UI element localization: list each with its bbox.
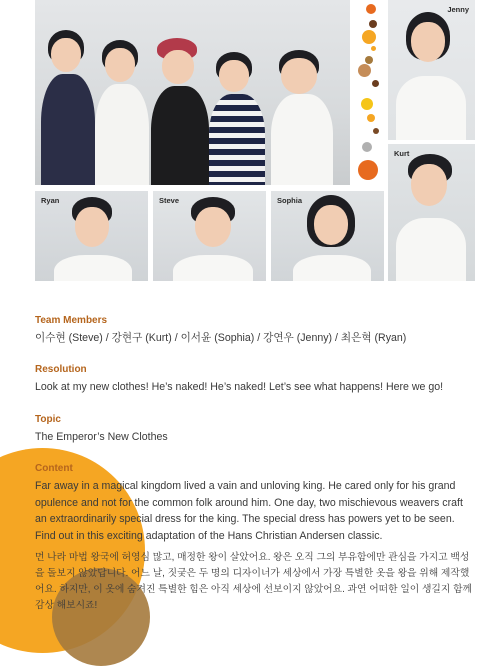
content-label: Content [35, 463, 73, 474]
content-korean: 먼 나라 마법 왕국에 허영심 많고, 매정한 왕이 살았어요. 왕은 오직 그의 부유함에만 관심을 가지고 백성을 돌보지 않았답니다. 어느 날, 짓궂은 두 명의 디자이너가 세상에서 가장 특별한 옷을 왕을 위해 제작했어요. 하지만, 이 옷에 숨겨진 특별한 힘은 아직 세상에 선보이지 않았어요. 과연 어떠한 일이 생길지 함께 감상 해보시죠! [35, 552, 473, 611]
ryan-photo [35, 191, 148, 281]
topic-section [35, 414, 475, 446]
resolution-label: Resolution [35, 364, 87, 375]
steve-caption: Steve [159, 196, 180, 205]
sophia-caption: Sophia [277, 196, 303, 205]
kurt-photo [388, 144, 475, 281]
team-members-value: 이수현 (Steve) / 강현구 (Kurt) / 이서윤 (Sophia) / 강연우 (Jenny) / 최은혁 (Ryan) [35, 332, 407, 344]
resolution-section [35, 364, 475, 396]
jenny-caption: Jenny [447, 5, 469, 14]
steve-photo [153, 191, 266, 281]
content-english: Far away in a magical kingdom lived a vain and unloving king. He cared only for his grand opulence and not for the common folk around him. One day, two mischievous weavers craft an extraordinarily special dress for the king. The special dress has powers yet to be seen. Find out in this exciting adaptation of the Hans Christian Andersen classic. [35, 480, 463, 542]
team-members-section [35, 315, 475, 347]
group-photo [35, 0, 350, 185]
team-members-label: Team Members [35, 315, 108, 326]
content-section [35, 463, 475, 614]
resolution-value: Look at my new clothes! He’s naked! He’s naked! Let’s see what happens! Here we go! [35, 381, 444, 393]
jenny-photo [388, 0, 475, 140]
topic-label: Topic [35, 414, 61, 425]
ryan-caption: Ryan [41, 196, 60, 205]
topic-value: The Emperor’s New Clothes [35, 431, 168, 443]
sophia-photo [271, 191, 384, 281]
kurt-caption: Kurt [394, 149, 410, 158]
